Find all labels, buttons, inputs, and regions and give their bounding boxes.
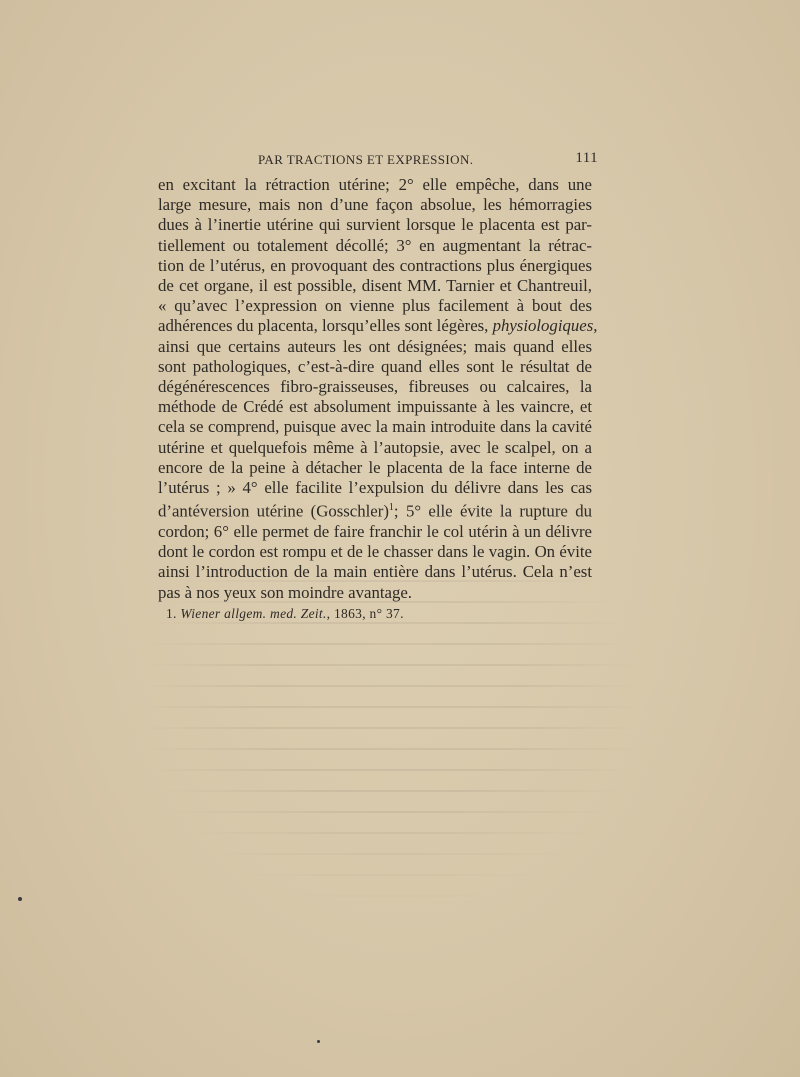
- text-line: utérine et quelquefois même à l’autopsie, avec le scalpel, on a: [158, 437, 592, 457]
- text-line: encore de la peine à détacher le placenta de la face interne de: [158, 457, 592, 477]
- paper-speck: [18, 897, 22, 901]
- text-line: en excitant la rétraction utérine; 2° elle empêche, dans une: [158, 175, 592, 194]
- text-line: dont le cordon est rompu et de le chasser dans le vagin. On évite: [158, 542, 592, 562]
- text-line: tiellement ou totalement décollé; 3° en augmentant la rétrac-: [158, 235, 592, 255]
- text-line: cordon; 6° elle permet de faire franchir le col utérin à un délivre: [158, 522, 592, 542]
- text-line: tion de l’utérus, en provoquant des contractions plus énergiques: [158, 255, 592, 275]
- footnote-source: Wiener allgem. med. Zeit.: [180, 606, 327, 621]
- text-line: méthode de Crédé est absolument impuissante à les vaincre, et: [158, 397, 592, 417]
- text-line: ainsi l’introduction de la main entière dans l’utérus. Cela n’est: [158, 562, 592, 582]
- body-paragraph: [158, 175, 598, 603]
- running-head: [258, 150, 598, 170]
- text-line: cela se comprend, puisque avec la main introduite dans la cavité: [158, 417, 592, 437]
- text-line: ainsi que certains auteurs les ont désignées; mais quand elles: [158, 336, 592, 356]
- text-line: dues à l’inertie utérine qui survient lorsque le placenta est par-: [158, 215, 592, 235]
- text-line: pas à nos yeux son moindre avantage.: [158, 582, 412, 602]
- footnote-number: 1.: [166, 606, 177, 621]
- text-line: large mesure, mais non d’une façon absolue, les hémorragies: [158, 195, 592, 215]
- footnote-details: , 1863, n° 37.: [326, 606, 404, 621]
- page-number: 111: [575, 150, 598, 166]
- text-segment: ; 5° elle évite la rupture du: [393, 501, 592, 521]
- italic-term: physiologiques,: [492, 316, 598, 336]
- text-line: sont pathologiques, c’est-à-dire quand elles sont le résultat de: [158, 356, 592, 376]
- text-line: « qu’avec l’expression on vienne plus facilement à bout des: [158, 296, 592, 316]
- footnote: [166, 606, 404, 622]
- text-segment: adhérences du placenta, lorsqu’elles sont légères,: [158, 316, 493, 336]
- footnote-ref: 1: [388, 502, 394, 514]
- text-line: de cet organe, il est possible, disent MM. Tarnier et Chantreuil,: [158, 276, 592, 296]
- text-line: l’utérus ; » 4° elle facilite l’expulsion du délivre dans les cas: [158, 478, 592, 498]
- text-segment: d’antéversion utérine (Gosschler): [158, 501, 389, 521]
- paper-speck: [317, 1040, 320, 1043]
- running-head-title: PAR TRACTIONS ET EXPRESSION.: [258, 152, 474, 167]
- text-line-with-footnote-ref: [158, 498, 592, 522]
- text-line-with-italic: [158, 316, 598, 336]
- text-line: dégénérescences fibro-graisseuses, fibreuses ou calcaires, la: [158, 377, 592, 397]
